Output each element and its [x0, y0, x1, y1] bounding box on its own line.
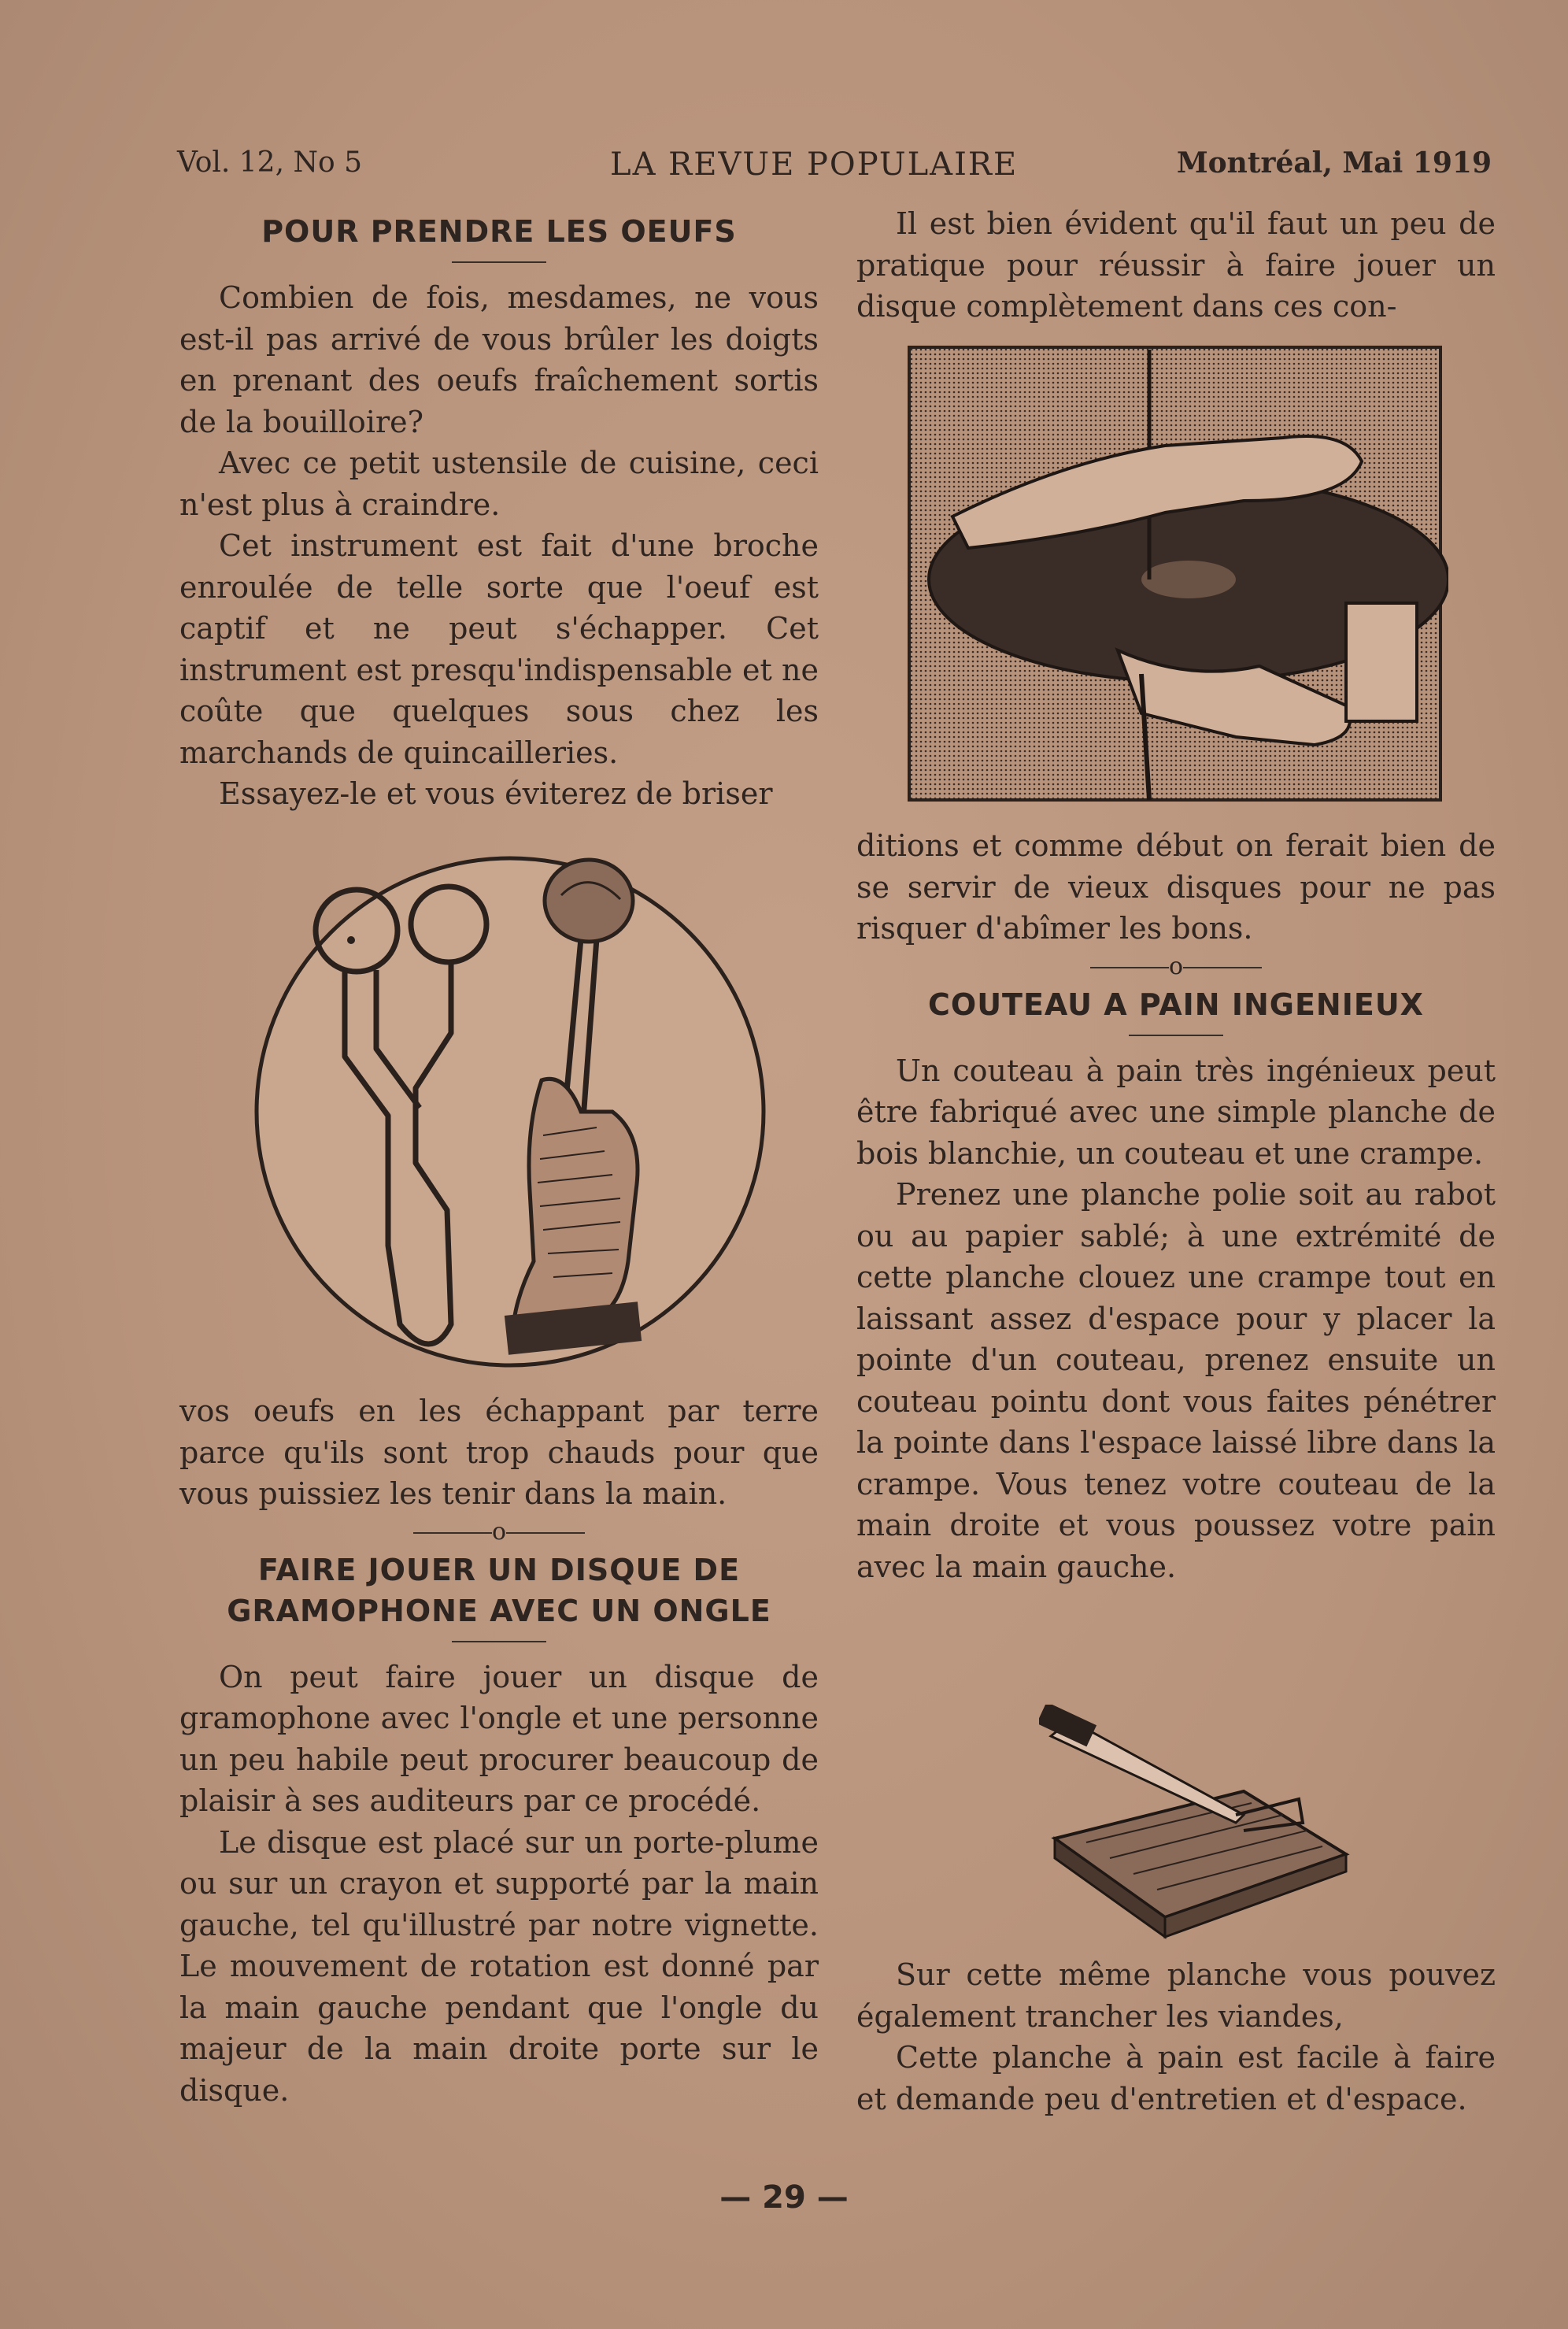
- bread-knife-text-continued: [856, 1954, 1496, 2120]
- page-header: [177, 146, 1492, 194]
- article-heading-gramophone: FAIRE JOUER UN DISQUE DE GRAMOPHONE AVEC UN ONGLE: [227, 1552, 771, 1628]
- paragraph: Le disque est placé sur un porte-plume ou sur un crayon et supporté par la main gauche, tel qu'illustré par notre vignette. Le mouvement de rotation est donné par la main gauche pendant que l'ongle du majeur de la main droite porte sur le disque.: [179, 1824, 819, 2108]
- gramophone-text-continued: [856, 203, 1496, 328]
- article-heading-eggs: POUR PRENDRE LES OEUFS: [261, 214, 737, 249]
- paragraph: Essayez-le et vous éviterez de briser: [219, 776, 773, 811]
- page-number: — 29 —: [719, 2179, 849, 2216]
- paragraph: Cet instrument est fait d'une broche enroulée de telle sorte que l'oeuf est captif et ne peut s'échapper. Cet instrument est presqu'indispensable et ne coûte que quelques sous chez les marchands de quincailleries.: [179, 528, 819, 770]
- article-heading-bread-knife: COUTEAU A PAIN INGENIEUX: [928, 987, 1424, 1022]
- egg-tongs-illustration: [250, 852, 770, 1372]
- paragraph: Cette planche à pain est facile à faire et demande peu d'entretien et d'espace.: [856, 2040, 1496, 2116]
- paragraph-continuation: ditions et comme début on ferait bien de se servir de vieux disques pour ne pas risquer d'abîmer les bons.: [856, 828, 1496, 946]
- volume-number: Vol. 12, No 5: [177, 146, 362, 179]
- article-bread-knife: [856, 825, 1496, 1587]
- paragraph-continuation: vos oeufs en les échappant par terre parce qu'ils sont trop chauds pour que vous puissiez les tenir dans la main.: [179, 1394, 819, 1511]
- heading-rule: [452, 261, 546, 263]
- gramophone-disc-illustration: [905, 343, 1448, 808]
- section-separator: o: [856, 950, 1496, 984]
- paragraph: Combien de fois, mesdames, ne vous est-il pas arrivé de vous brûler les doigts en prenant des oeufs fraîchement sortis de la bouilloire?: [179, 280, 819, 439]
- paragraph: Un couteau à pain très ingénieux peut être fabriqué avec une simple planche de bois blanchie, un couteau et une crampe.: [856, 1053, 1496, 1171]
- article-gramophone: [179, 1390, 819, 2111]
- heading-rule: [1129, 1035, 1223, 1036]
- issue-date: Montréal, Mai 1919: [1176, 146, 1492, 180]
- heading-rule: [452, 1641, 546, 1642]
- section-separator: o: [179, 1515, 819, 1550]
- bread-knife-board-illustration: [1039, 1705, 1354, 1949]
- publication-title: LA REVUE POPULAIRE: [610, 146, 1019, 183]
- paragraph: Il est bien évident qu'il faut un peu de pratique pour réussir à faire jouer un disque complètement dans ces con-: [856, 206, 1496, 324]
- paragraph: Sur cette même planche vous pouvez également trancher les viandes,: [856, 1957, 1496, 2034]
- paragraph: Prenez une planche polie soit au rabot ou au papier sablé; à une extrémité de cette planche clouez une crampe tout en laissant assez d'espace pour y placer la pointe d'un couteau, prenez ensuite un couteau pointu dont vous faites pénétrer la pointe dans l'espace laissé libre dans la crampe. Vous tenez votre couteau de la main droite et vous poussez votre pain avec la main gauche.: [856, 1177, 1496, 1584]
- article-eggs: [179, 211, 819, 815]
- paragraph: Avec ce petit ustensile de cuisine, ceci n'est plus à craindre.: [179, 446, 819, 522]
- paragraph: On peut faire jouer un disque de gramophone avec l'ongle et une personne un peu habile peut procurer beaucoup de plaisir à ses auditeurs par ce procédé.: [179, 1659, 819, 1818]
